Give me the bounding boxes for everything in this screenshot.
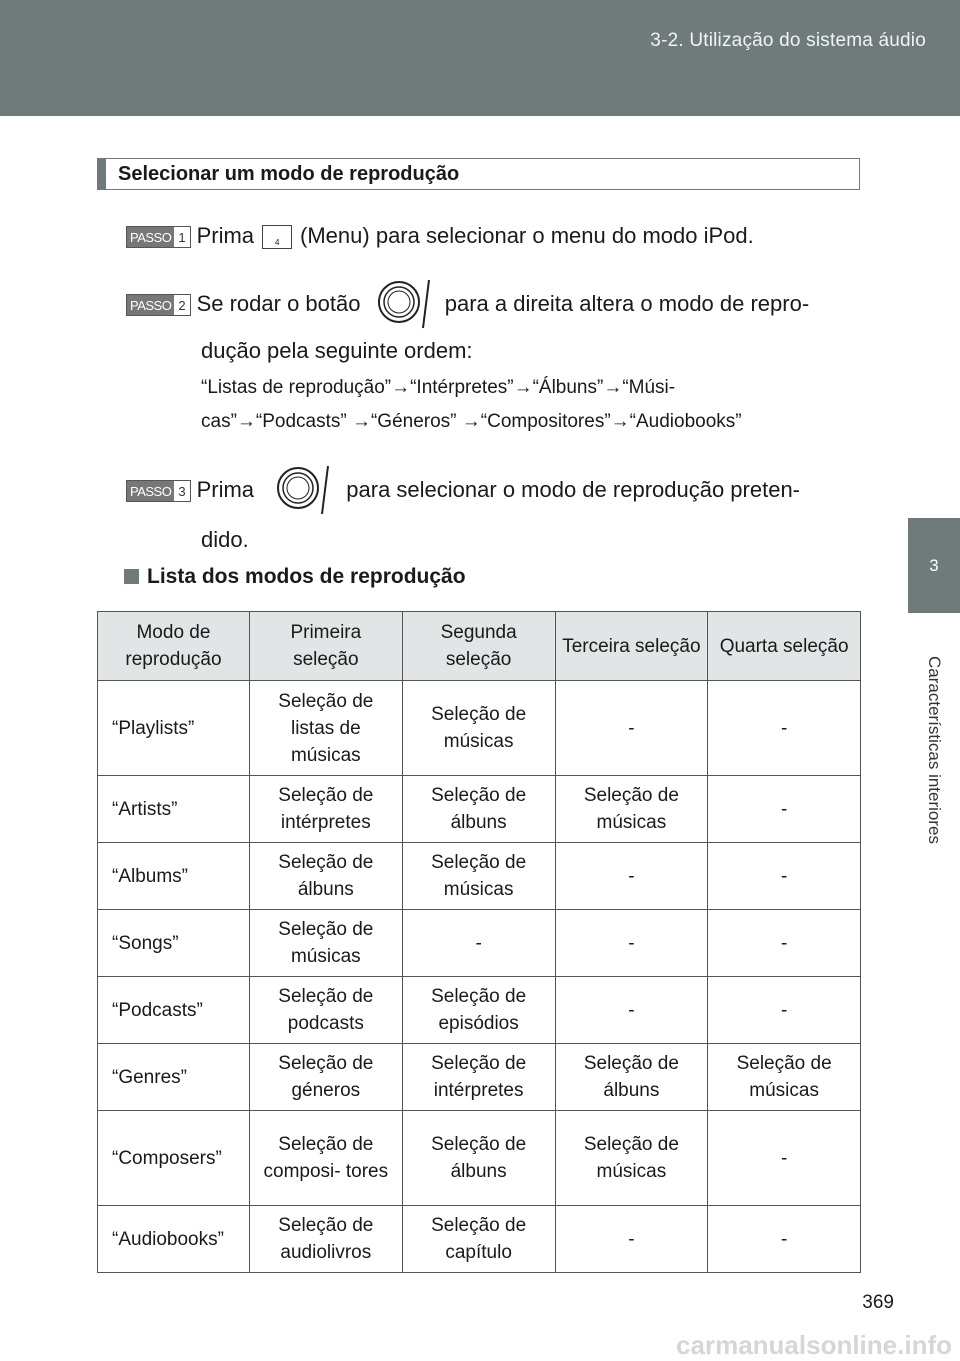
table-cell: - — [708, 843, 861, 910]
table-row — [98, 1111, 861, 1206]
table-header-cell: Quarta seleção — [708, 612, 861, 681]
watermark: carmanualsonline.info — [676, 1330, 952, 1360]
table-cell: Seleção de álbuns — [249, 843, 402, 910]
page-number: 369 — [862, 1292, 894, 1313]
table-cell: - — [708, 776, 861, 843]
mode-cell: “Artists” — [98, 776, 250, 843]
table-cell: - — [708, 977, 861, 1044]
mode-cell: “Podcasts” — [98, 977, 250, 1044]
chapter-title-text: Características interiores — [925, 655, 945, 845]
step-2-continued: dução pela seguinte ordem: — [201, 338, 473, 363]
table-cell: Seleção de músicas — [402, 681, 555, 776]
square-bullet-icon — [124, 569, 139, 584]
table-row — [98, 910, 861, 977]
sequence-line-2: cas”→“Podcasts” →“Géneros” →“Compositores”→“Audiobooks” — [201, 411, 742, 432]
step-badge: PASSO 3 — [126, 480, 191, 502]
table-cell: Seleção de álbuns — [402, 776, 555, 843]
table-row — [98, 1206, 861, 1273]
mode-cell: “Audiobooks” — [98, 1206, 250, 1273]
table-cell: Seleção de podcasts — [249, 977, 402, 1044]
table-header-cell: Segunda seleção — [402, 612, 555, 681]
table-cell: - — [708, 681, 861, 776]
table-cell: Seleção de intérpretes — [249, 776, 402, 843]
mode-cell: “Composers” — [98, 1111, 250, 1206]
table-cell: - — [555, 910, 708, 977]
step-badge: PASSO 2 — [126, 294, 191, 316]
header-band — [0, 0, 960, 116]
table-header-cell: Primeira seleção — [249, 612, 402, 681]
table-cell: - — [708, 910, 861, 977]
table-cell: Seleção de episódios — [402, 977, 555, 1044]
list-heading: Lista dos modos de reprodução — [124, 565, 466, 589]
menu-key-icon: 4 — [262, 225, 292, 249]
table-cell: - — [555, 977, 708, 1044]
running-header: 3-2. Utilização do sistema áudio — [650, 30, 926, 51]
mode-cell: “Genres” — [98, 1044, 250, 1111]
table-header-cell: Modo de reprodução — [98, 612, 250, 681]
table-row — [98, 681, 861, 776]
table-cell: Seleção de álbuns — [555, 1044, 708, 1111]
table-cell: Seleção de músicas — [402, 843, 555, 910]
table-header-cell: Terceira seleção — [555, 612, 708, 681]
table-row — [98, 843, 861, 910]
step-badge: PASSO 1 — [126, 226, 191, 248]
table-cell: Seleção de músicas — [555, 776, 708, 843]
table-cell: - — [708, 1111, 861, 1206]
step-3-continued: dido. — [201, 527, 249, 552]
table-cell: - — [402, 910, 555, 977]
table-cell: Seleção de músicas — [555, 1111, 708, 1206]
sequence-line-1: “Listas de reprodução”→“Intérpretes”→“Álbuns”→“Músi- — [201, 377, 676, 398]
mode-cell: “Playlists” — [98, 681, 250, 776]
step-1: PASSO 1 Prima 4 (Menu) para selecionar o menu do modo iPod. — [126, 223, 754, 249]
chapter-title-vertical — [918, 630, 950, 870]
table-row — [98, 1044, 861, 1111]
mode-cell: “Songs” — [98, 910, 250, 977]
table-cell: Seleção de audiolivros — [249, 1206, 402, 1273]
mode-cell: “Albums” — [98, 843, 250, 910]
table-cell: Seleção de listas de músicas — [249, 681, 402, 776]
table-cell: Seleção de álbuns — [402, 1111, 555, 1206]
table-cell: - — [555, 681, 708, 776]
chapter-tab: 3 — [908, 518, 960, 613]
section-title: Selecionar um modo de reprodução — [118, 162, 460, 185]
section-heading — [97, 158, 860, 190]
step-2: PASSO 2 Se rodar o botão para a direita altera o modo de repro- — [126, 280, 809, 330]
table-cell: Seleção de músicas — [708, 1044, 861, 1111]
table-cell: Seleção de músicas — [249, 910, 402, 977]
rotary-knob-icon — [260, 466, 340, 516]
table-cell: Seleção de géneros — [249, 1044, 402, 1111]
table-cell: - — [555, 1206, 708, 1273]
table-cell: - — [555, 843, 708, 910]
table-row — [98, 776, 861, 843]
table-cell: Seleção de capítulo — [402, 1206, 555, 1273]
section-heading-bar — [98, 159, 106, 189]
step-3: PASSO 3 Prima para selecionar o modo de reprodução preten- — [126, 466, 800, 516]
table-cell: Seleção de intérpretes — [402, 1044, 555, 1111]
table-cell: Seleção de composi- tores — [249, 1111, 402, 1206]
table-cell: - — [708, 1206, 861, 1273]
table-row — [98, 977, 861, 1044]
rotary-knob-icon — [367, 280, 439, 330]
playback-modes-table — [97, 611, 861, 1273]
table-header-row — [98, 612, 861, 681]
